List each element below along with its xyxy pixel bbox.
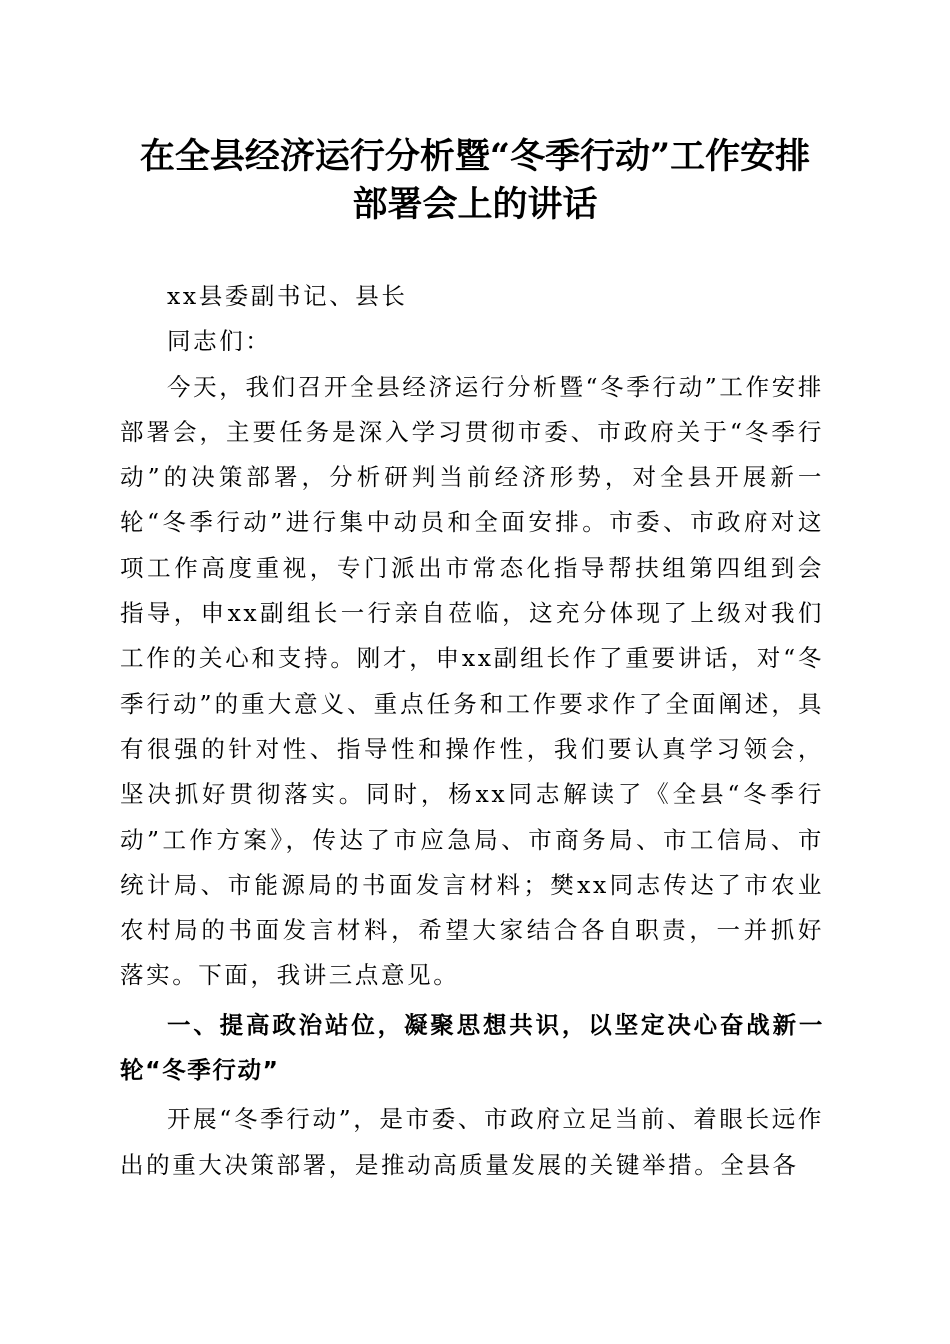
section-1-heading: 一、提高政治站位，凝聚思想共识，以坚定决心奋战新一轮“冬季行动” [120, 1010, 824, 1085]
section-1-paragraph: 开展“冬季行动”，是市委、市政府立足当前、着眼长远作出的重大决策部署，是推动高质量发展的关键举措。全县各 [120, 1105, 824, 1179]
document-title-line-1: 在全县经济运行分析暨“冬季行动”工作安排 [139, 136, 811, 177]
document-title-line-2: 部署会上的讲话 [352, 184, 598, 225]
document-title [110, 133, 840, 229]
opening-paragraph: 今天，我们召开全县经济运行分析暨“冬季行动”工作安排部署会，主要任务是深入学习贯彻市委、市政府关于“冬季行动”的决策部署，分析研判当前经济形势，对全县开展新一轮“冬季行动”进行集中动员和全面安排。市委、市政府对这项工作高度重视，专门派出市常态化指导帮扶组第四组到会指导，申xx副组长一行亲自莅临，这充分体现了上级对我们工作的关心和支持。刚才，申xx副组长作了重要讲话，对“冬季行动”的重大意义、重点任务和工作要求作了全面阐述，具有很强的针对性、指导性和操作性，我们要认真学习领会，坚决抓好贯彻落实。同时，杨xx同志解读了《全县“冬季行动”工作方案》，传达了市应急局、市商务局、市工信局、市统计局、市能源局的书面发言材料；樊xx同志传达了市农业农村局的书面发言材料，希望大家结合各自职责，一并抓好落实。下面，我讲三点意见。 [120, 372, 824, 990]
author-line: xx县委副书记、县长 [167, 282, 408, 310]
document-body [120, 274, 824, 1188]
salutation: 同志们： [167, 327, 272, 356]
